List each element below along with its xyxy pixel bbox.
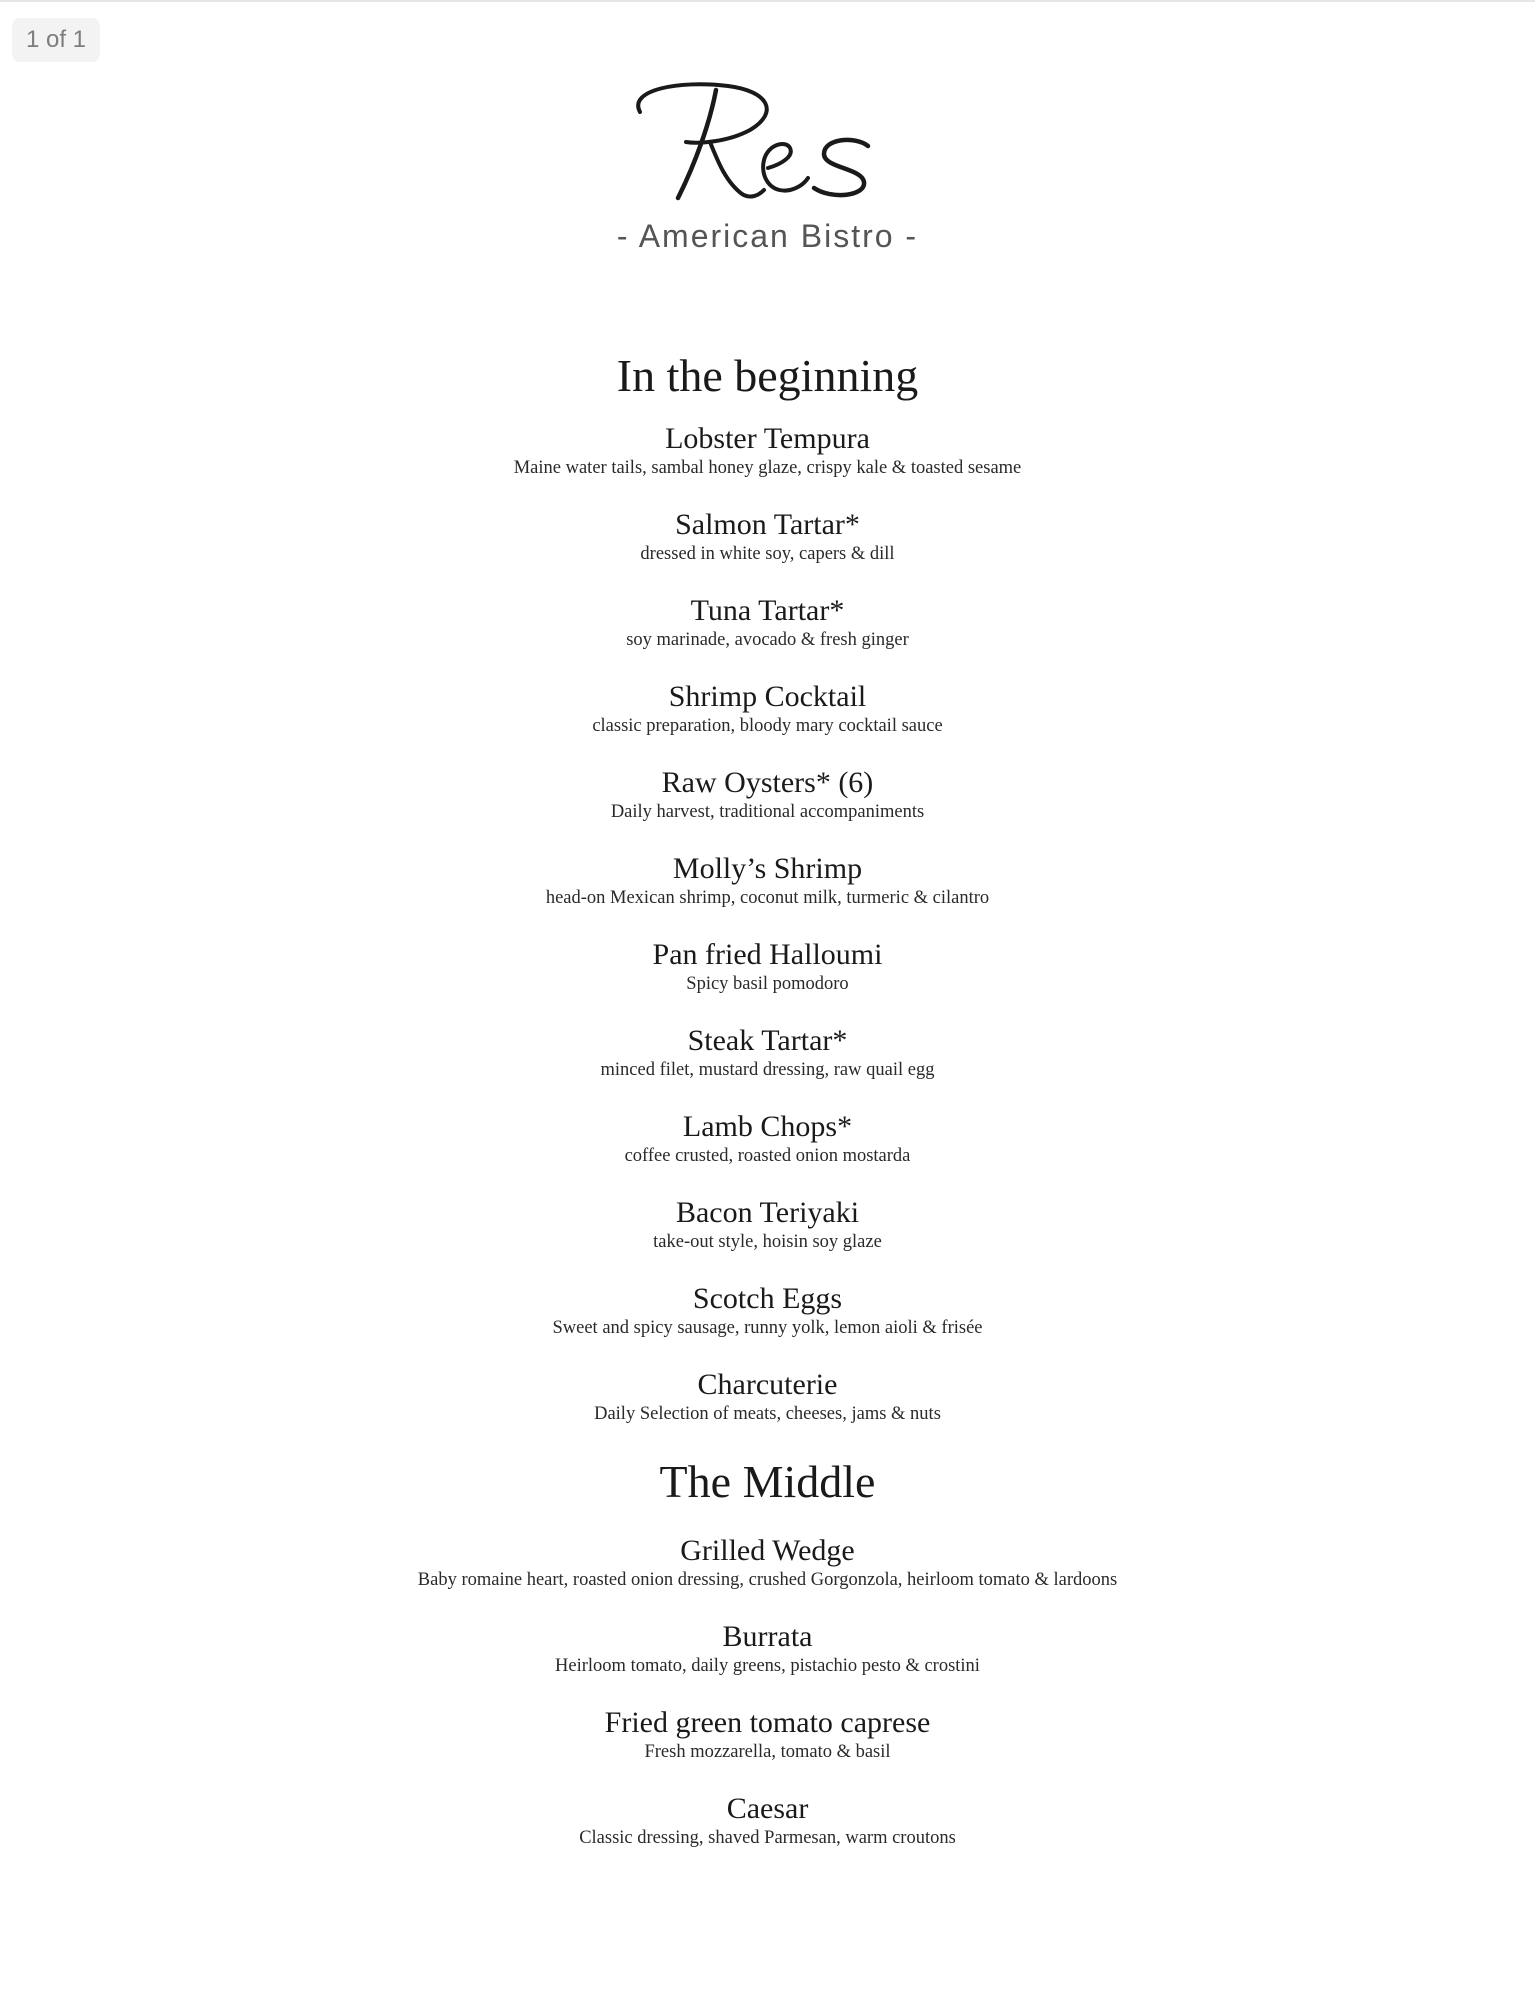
item-name: Fried green tomato caprese (604, 1706, 931, 1739)
item-name: Molly’s Shrimp (672, 852, 863, 885)
menu-item (0, 938, 1535, 996)
section-title: The Middle (659, 1456, 876, 1507)
menu-item (0, 852, 1535, 910)
item-name: Salmon Tartar* (675, 508, 860, 541)
item-description: Sweet and spicy sausage, runny yolk, lemon aioli & frisée (552, 1318, 983, 1338)
menu-item (0, 1110, 1535, 1168)
item-description: coffee crusted, roasted onion mostarda (624, 1146, 911, 1166)
menu-item (0, 508, 1535, 566)
item-description: Fresh mozzarella, tomato & basil (644, 1742, 891, 1762)
item-description: Baby romaine heart, roasted onion dressing, crushed Gorgonzola, heirloom tomato & lardoons (417, 1570, 1118, 1590)
item-description: classic preparation, bloody mary cocktail sauce (592, 716, 943, 736)
menu-item (0, 766, 1535, 824)
menu-item (0, 1282, 1535, 1340)
menu-item (0, 1534, 1535, 1592)
item-name: Steak Tartar* (687, 1024, 848, 1057)
item-name: Lobster Tempura (665, 422, 870, 455)
menu-item (0, 594, 1535, 652)
item-name: Charcuterie (697, 1368, 838, 1401)
item-description: Daily Selection of meats, cheeses, jams & nuts (594, 1404, 941, 1424)
item-name: Bacon Teriyaki (675, 1196, 860, 1229)
item-description: Heirloom tomato, daily greens, pistachio pesto & crostini (555, 1656, 980, 1676)
item-name: Scotch Eggs (692, 1282, 843, 1315)
menu-item (0, 1368, 1535, 1426)
item-description: Classic dressing, shaved Parmesan, warm croutons (579, 1828, 956, 1848)
item-description: Maine water tails, sambal honey glaze, crispy kale & toasted sesame (513, 458, 1022, 478)
item-name: Lamb Chops* (682, 1110, 853, 1143)
top-border (0, 0, 1535, 2)
menu-item (0, 1196, 1535, 1254)
item-name: Raw Oysters* (6) (661, 766, 874, 799)
item-name: Burrata (722, 1620, 813, 1653)
menu-item (0, 680, 1535, 738)
item-description: Spicy basil pomodoro (686, 974, 849, 994)
item-name: Pan fried Halloumi (652, 938, 883, 971)
menu-item (0, 1620, 1535, 1678)
item-description: minced filet, mustard dressing, raw quail egg (600, 1060, 935, 1080)
item-description: head-on Mexican shrimp, coconut milk, turmeric & cilantro (545, 888, 990, 908)
menu-item (0, 422, 1535, 480)
item-name: Caesar (726, 1792, 809, 1825)
menu-item (0, 1024, 1535, 1082)
item-name: Shrimp Cocktail (668, 680, 867, 713)
section-middle (0, 1454, 1535, 1850)
item-description: dressed in white soy, capers & dill (640, 544, 895, 564)
logo-subtitle: - American Bistro - (616, 218, 919, 254)
section-appetizers (0, 348, 1535, 1426)
logo-script-image (618, 72, 918, 212)
item-description: take-out style, hoisin soy glaze (653, 1232, 882, 1252)
section-title: In the beginning (616, 350, 919, 401)
restaurant-logo (0, 72, 1535, 255)
page-indicator: 1 of 1 (12, 18, 100, 62)
item-name: Grilled Wedge (680, 1534, 855, 1567)
item-description: Daily harvest, traditional accompaniments (610, 802, 925, 822)
menu-item (0, 1792, 1535, 1850)
item-description: soy marinade, avocado & fresh ginger (626, 630, 909, 650)
menu-item (0, 1706, 1535, 1764)
item-name: Tuna Tartar* (690, 594, 845, 627)
menu-content (0, 348, 1535, 1878)
